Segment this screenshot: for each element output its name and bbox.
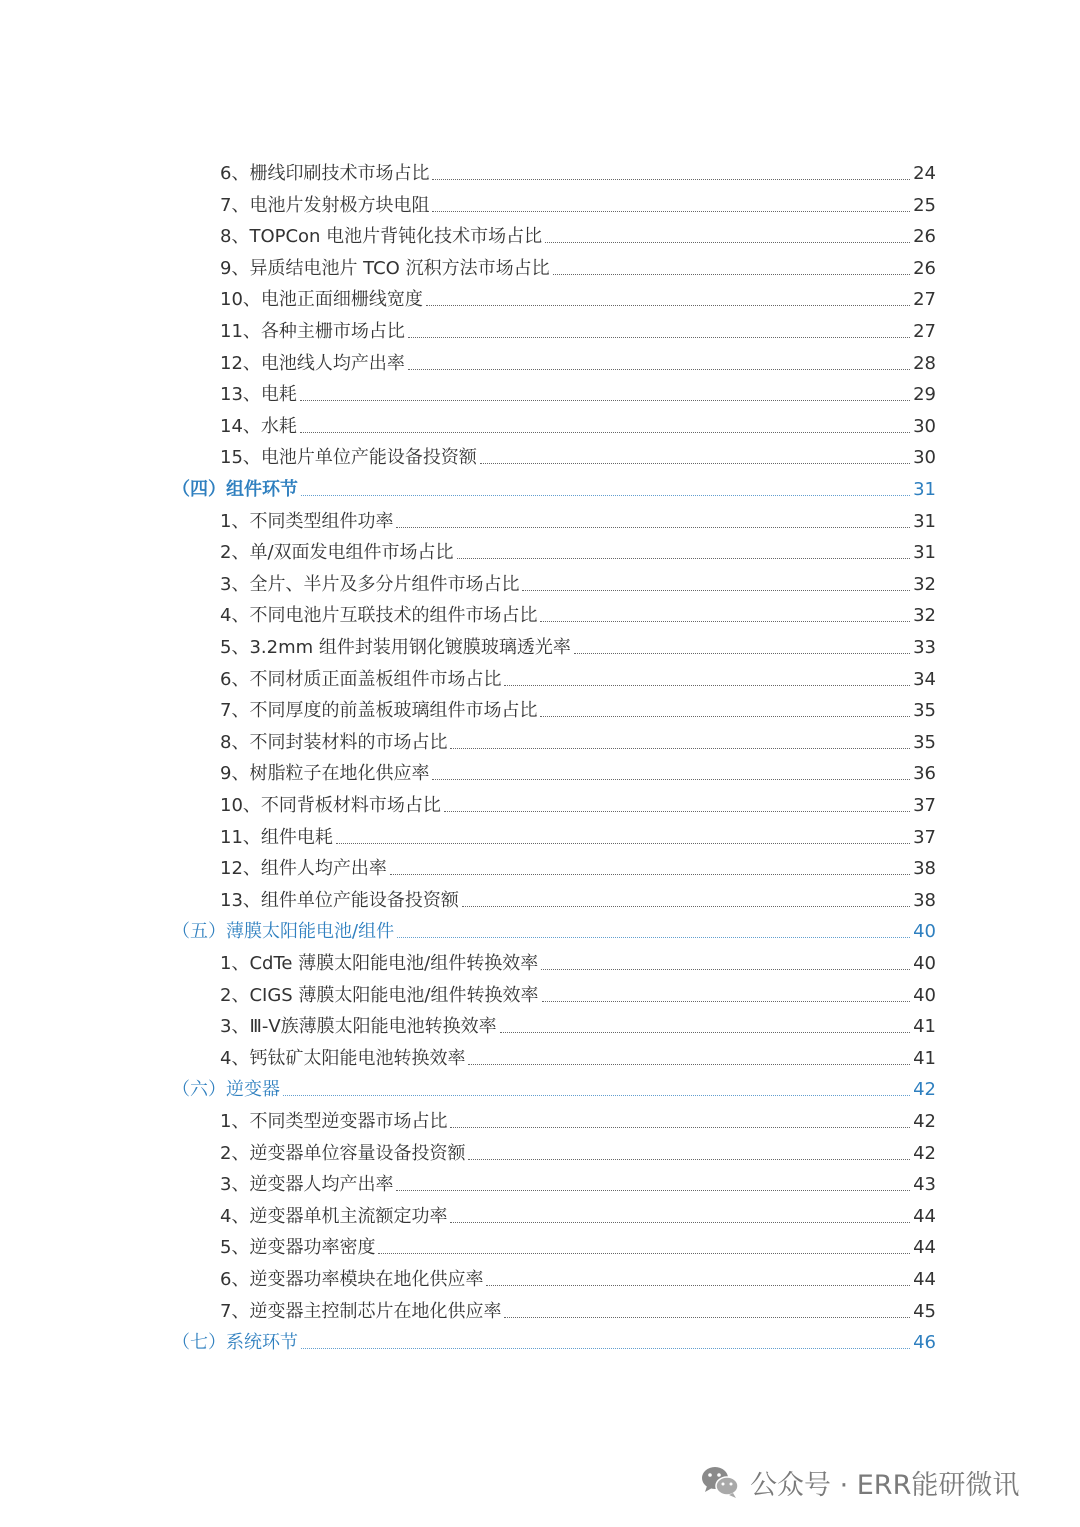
toc-entry-title: 13、电耗 (220, 384, 297, 406)
toc-entry-title: 6、栅线印刷技术市场占比 (220, 163, 430, 184)
toc-entry[interactable] (220, 313, 936, 343)
toc-page-number: 34 (913, 668, 936, 690)
toc-page-number: 28 (913, 352, 936, 374)
toc-page-number: 41 (913, 1016, 936, 1038)
toc-entry-title: 8、不同封装材料的市场占比 (220, 731, 448, 753)
toc-entry-title: （五）薄膜太阳能电池/组件 (172, 921, 395, 943)
dot-leader (300, 400, 910, 401)
toc-entry[interactable] (220, 819, 936, 849)
toc-page-number: 44 (913, 1269, 936, 1290)
dot-leader (545, 242, 910, 243)
toc-entry[interactable] (220, 597, 936, 627)
dot-leader (541, 969, 910, 970)
toc-entry-title: 10、电池正面细栅线宽度 (220, 289, 423, 311)
toc-entry[interactable] (220, 661, 936, 691)
toc-page-number: 44 (913, 1237, 936, 1259)
toc-entry-title: 4、钙钛矿太阳能电池转换效率 (220, 1047, 466, 1069)
toc-entry-title: 6、逆变器功率模块在地化供应率 (220, 1269, 484, 1290)
dot-leader (553, 274, 911, 275)
toc-entry[interactable] (220, 408, 936, 438)
toc-entry-title: 11、组件电耗 (220, 826, 333, 848)
dot-leader (432, 179, 910, 180)
dot-leader (301, 1348, 910, 1349)
toc-entry[interactable] (220, 345, 936, 375)
toc-page-number: 29 (913, 384, 936, 406)
toc-page-number: 35 (913, 731, 936, 753)
dot-leader (462, 906, 910, 907)
toc-page-number: 40 (913, 921, 936, 943)
dot-leader (574, 653, 910, 654)
dot-leader (450, 748, 910, 749)
dot-leader (426, 305, 910, 306)
toc-page-number: 26 (913, 226, 936, 248)
toc-entry[interactable] (220, 882, 936, 912)
toc-entry-title: （七）系统环节 (172, 1332, 298, 1354)
toc-entry[interactable] (220, 945, 936, 975)
toc-page-number: 31 (913, 479, 936, 500)
toc-page-number: 40 (913, 984, 936, 1006)
toc-entry-title: 14、水耗 (220, 415, 297, 437)
dot-leader (408, 369, 910, 370)
dot-leader (540, 716, 910, 717)
toc-entry-title: 7、电池片发射极方块电阻 (220, 194, 430, 216)
dot-leader (457, 558, 911, 559)
toc-page-number: 43 (913, 1174, 936, 1196)
toc-page-number: 30 (913, 415, 936, 437)
toc-page-number: 24 (913, 163, 936, 184)
toc-entry[interactable] (220, 850, 936, 880)
toc-page-number: 35 (913, 700, 936, 722)
toc-page-number: 38 (913, 858, 936, 880)
toc-entry[interactable] (220, 629, 936, 659)
dot-leader (468, 1064, 910, 1065)
dot-leader (408, 337, 910, 338)
toc-entry[interactable] (220, 187, 936, 217)
toc-page-number: 36 (913, 763, 936, 785)
dot-leader (450, 1127, 910, 1128)
toc-entry-title: 12、电池线人均产出率 (220, 352, 405, 374)
toc-entry-title: 1、不同类型逆变器市场占比 (220, 1111, 448, 1132)
watermark (700, 1462, 1019, 1502)
dot-leader (522, 590, 910, 591)
dot-leader (450, 1222, 910, 1223)
toc-page-number: 32 (913, 573, 936, 595)
toc-entry[interactable] (220, 281, 936, 311)
toc-page-number: 25 (913, 194, 936, 216)
dot-leader (378, 1253, 910, 1254)
toc-page-number: 37 (913, 795, 936, 816)
toc-entry[interactable] (220, 534, 936, 564)
toc-entry-title: 8、TOPCon 电池片背钝化技术市场占比 (220, 226, 543, 248)
toc-entry[interactable] (220, 1198, 936, 1228)
toc-entry[interactable] (220, 787, 936, 817)
toc-page-number: 31 (913, 542, 936, 564)
dot-leader (300, 432, 910, 433)
toc-page-number: 27 (913, 321, 936, 342)
toc-entry-title: 3、Ⅲ-Ⅴ族薄膜太阳能电池转换效率 (220, 1016, 497, 1038)
toc-page-number: 42 (913, 1079, 936, 1101)
toc-page-number: 37 (913, 826, 936, 848)
toc-entry-title: 1、不同类型组件功率 (220, 510, 394, 532)
toc-entry-title: 4、不同电池片互联技术的组件市场占比 (220, 605, 538, 627)
toc-entry[interactable] (220, 1229, 936, 1259)
toc-entry[interactable] (220, 1261, 936, 1291)
toc-entry-title: 6、不同材质正面盖板组件市场占比 (220, 668, 502, 690)
toc-section-entry[interactable] (172, 471, 936, 501)
toc-entry-title: 13、组件单位产能设备投资额 (220, 889, 459, 911)
toc-entry-title: 4、逆变器单机主流额定功率 (220, 1205, 448, 1227)
toc-entry-title: 9、异质结电池片 TCO 沉积方法市场占比 (220, 257, 550, 279)
toc-entry[interactable] (220, 250, 936, 280)
dot-leader (432, 211, 910, 212)
toc-entry-title: 1、CdTe 薄膜太阳能电池/组件转换效率 (220, 953, 539, 974)
toc-entry[interactable] (220, 566, 936, 596)
toc-page-number: 27 (913, 289, 936, 311)
dot-leader (540, 621, 910, 622)
dot-leader (396, 527, 910, 528)
toc-page-number: 30 (913, 447, 936, 469)
dot-leader (336, 843, 910, 844)
toc-entry[interactable] (220, 1040, 936, 1070)
dot-leader (504, 1317, 910, 1318)
toc-entry[interactable] (220, 155, 936, 185)
toc-page-number: 31 (913, 510, 936, 532)
toc-entry-title: 3、逆变器人均产出率 (220, 1174, 394, 1196)
dot-leader (301, 495, 910, 496)
toc-entry-title: 5、3.2mm 组件封装用钢化镀膜玻璃透光率 (220, 637, 571, 658)
wechat-icon (700, 1465, 740, 1499)
dot-leader (500, 1032, 910, 1033)
dot-leader (283, 1095, 910, 1096)
toc-entry[interactable] (220, 376, 936, 406)
toc-entry[interactable] (220, 503, 936, 533)
toc-entry-title: 7、不同厚度的前盖板玻璃组件市场占比 (220, 700, 538, 722)
toc-entry[interactable] (220, 977, 936, 1007)
toc-section-entry[interactable] (172, 1071, 936, 1101)
toc-page-number: 33 (913, 637, 936, 658)
toc-entry-title: 11、各种主栅市场占比 (220, 321, 405, 342)
dot-leader (504, 685, 910, 686)
toc-entry[interactable] (220, 1103, 936, 1133)
toc-entry[interactable] (220, 692, 936, 722)
dot-leader (444, 811, 910, 812)
dot-leader (468, 1159, 910, 1160)
toc-entry-title: 7、逆变器主控制芯片在地化供应率 (220, 1300, 502, 1322)
dot-leader (390, 874, 910, 875)
toc-entry-title: （四）组件环节 (172, 479, 298, 500)
toc-entry[interactable] (220, 1135, 936, 1165)
toc-section-entry[interactable] (172, 1324, 936, 1354)
toc-page-number: 38 (913, 889, 936, 911)
toc-page-number: 41 (913, 1047, 936, 1069)
dot-leader (432, 779, 910, 780)
watermark-text: 公众号 · ERR能研微讯 (750, 1469, 1020, 1501)
toc-entry-title: 15、电池片单位产能设备投资额 (220, 447, 477, 469)
toc-page-number: 26 (913, 257, 936, 279)
dot-leader (396, 1190, 910, 1191)
toc-entry[interactable] (220, 218, 936, 248)
toc-entry-title: 3、全片、半片及多分片组件市场占比 (220, 573, 520, 595)
toc-entry-title: 10、不同背板材料市场占比 (220, 795, 441, 816)
toc-entry-title: 2、单/双面发电组件市场占比 (220, 542, 454, 564)
toc-entry[interactable] (220, 755, 936, 785)
toc-entry[interactable] (220, 724, 936, 754)
toc-entry-title: 12、组件人均产出率 (220, 858, 387, 880)
dot-leader (397, 937, 910, 938)
toc-entry-title: 9、树脂粒子在地化供应率 (220, 763, 430, 785)
toc-page-number: 46 (913, 1332, 936, 1354)
toc-page-number: 44 (913, 1205, 936, 1227)
toc-entry[interactable] (220, 1293, 936, 1323)
toc-entry[interactable] (220, 439, 936, 469)
toc-page-number: 40 (913, 953, 936, 974)
dot-leader (542, 1001, 911, 1002)
toc-entry[interactable] (220, 1166, 936, 1196)
dot-leader (486, 1285, 910, 1286)
toc-entry-title: 5、逆变器功率密度 (220, 1237, 376, 1259)
toc-entry[interactable] (220, 1008, 936, 1038)
toc-page-number: 45 (913, 1300, 936, 1322)
toc-page-number: 42 (913, 1111, 936, 1132)
toc-entry-title: 2、CIGS 薄膜太阳能电池/组件转换效率 (220, 984, 539, 1006)
toc-page-number: 42 (913, 1142, 936, 1164)
toc-entry-title: 2、逆变器单位容量设备投资额 (220, 1142, 466, 1164)
toc-entry-title: （六）逆变器 (172, 1079, 280, 1101)
toc-page-number: 32 (913, 605, 936, 627)
toc-section-entry[interactable] (172, 913, 936, 943)
dot-leader (480, 463, 910, 464)
